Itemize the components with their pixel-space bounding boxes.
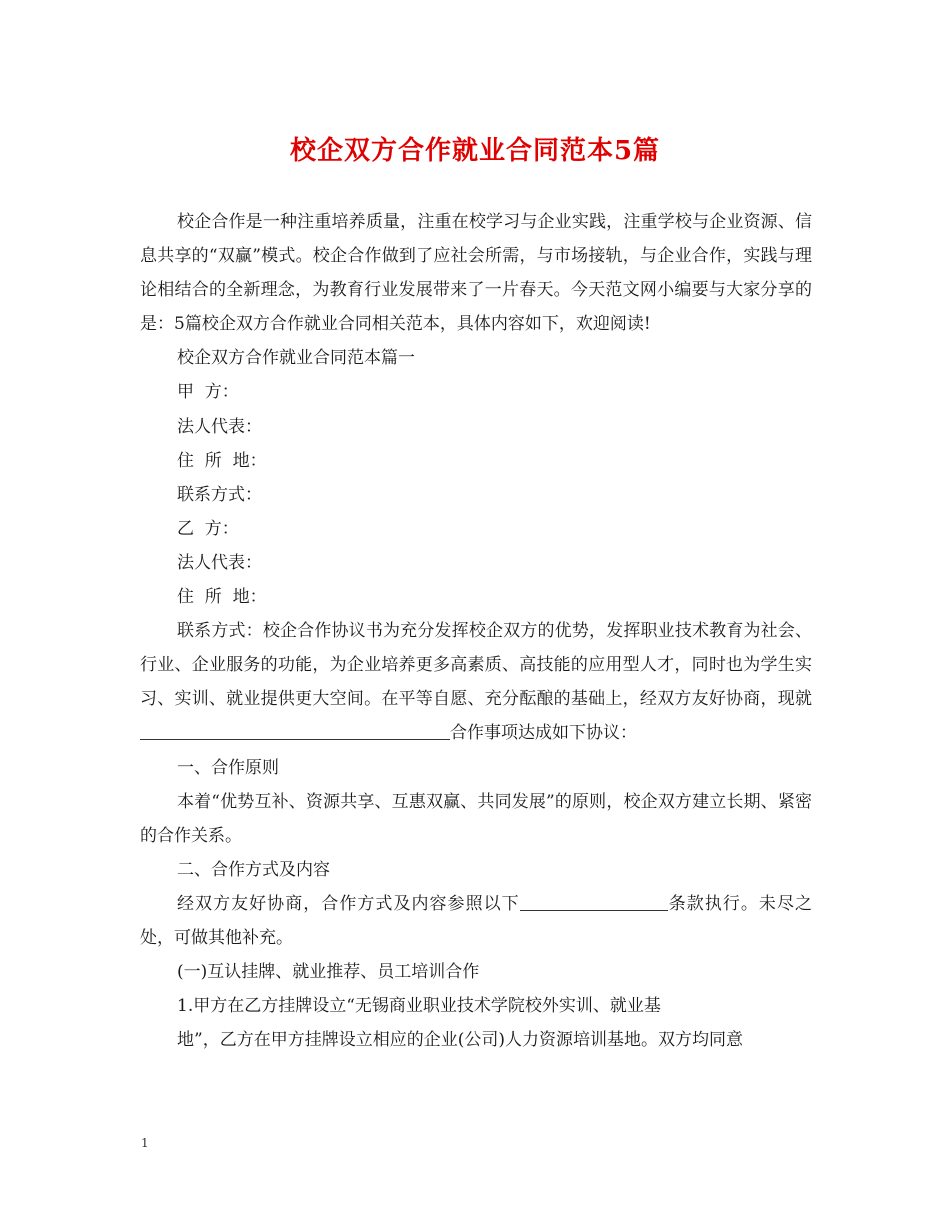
document-title: 校企双方合作就业合同范本5篇 bbox=[289, 136, 661, 166]
party-a-rep-label: 法人代表： bbox=[177, 416, 262, 437]
item-1-line-2: 地”，乙方在甲方挂牌设立相应的企业(公司)人力资源培训基地。双方均同意 bbox=[177, 1030, 743, 1051]
fill-in-blank bbox=[520, 890, 668, 911]
principle-heading: 一、合作原则 bbox=[177, 757, 279, 778]
item-1-line-1: 1.甲方在乙方挂牌设立“无锡商业职业技术学院校外实训、就业基 bbox=[177, 996, 661, 1017]
document-body bbox=[140, 205, 812, 1057]
page-number: 1 bbox=[141, 1136, 149, 1150]
preamble-text: 联系方式：校企合作协议书为充分发挥校企双方的优势，发挥职业技术教育为社会、行业、企业服务的功能，为企业培养更多高素质、高技能的应用型人才，同时也为学生实习、实训、就业提供更大空间。在平等自愿、充分酝酿的基础上，经双方友好协商，现就 bbox=[140, 621, 812, 710]
method-text-before: 经双方友好协商，合作方式及内容参照以下 bbox=[177, 893, 520, 914]
intro-paragraph: 校企合作是一种注重培养质量，注重在校学习与企业实践，注重学校与企业资源、信息共享的“双赢”模式。校企合作做到了应社会所需，与市场接轨，与企业合作，实践与理论相结合的全新理念，为教育行业发展带来了一片春天。今天范文网小编要与大家分享的是：5篇校企双方合作就业合同相关范本，具体内容如下，欢迎阅读! bbox=[140, 212, 812, 335]
preamble-tail: 合作事项达成如下协议： bbox=[450, 723, 637, 744]
method-heading: 二、合作方式及内容 bbox=[177, 859, 330, 880]
party-a-contact-label: 联系方式： bbox=[177, 484, 262, 505]
sub-heading: (一)互认挂牌、就业推荐、员工培训合作 bbox=[177, 962, 480, 983]
agreement-preamble bbox=[140, 614, 812, 750]
party-b-address-label: 住 所 地： bbox=[177, 587, 267, 608]
principle-text: 本着“优势互补、资源共享、互惠双赢、共同发展”的原则，校企双方建立长期、紧密的合作关系。 bbox=[140, 791, 812, 846]
party-a-address-label: 住 所 地： bbox=[177, 450, 267, 471]
party-a-label: 甲 方： bbox=[177, 382, 239, 403]
section-heading: 校企双方合作就业合同范本篇一 bbox=[177, 348, 415, 369]
party-b-rep-label: 法人代表： bbox=[177, 552, 262, 573]
party-b-label: 乙 方： bbox=[177, 518, 239, 539]
fill-in-blank bbox=[140, 719, 450, 740]
method-text-after: 条款执行。未尽之处，可做其他补充。 bbox=[140, 893, 812, 948]
method-text bbox=[140, 887, 812, 955]
